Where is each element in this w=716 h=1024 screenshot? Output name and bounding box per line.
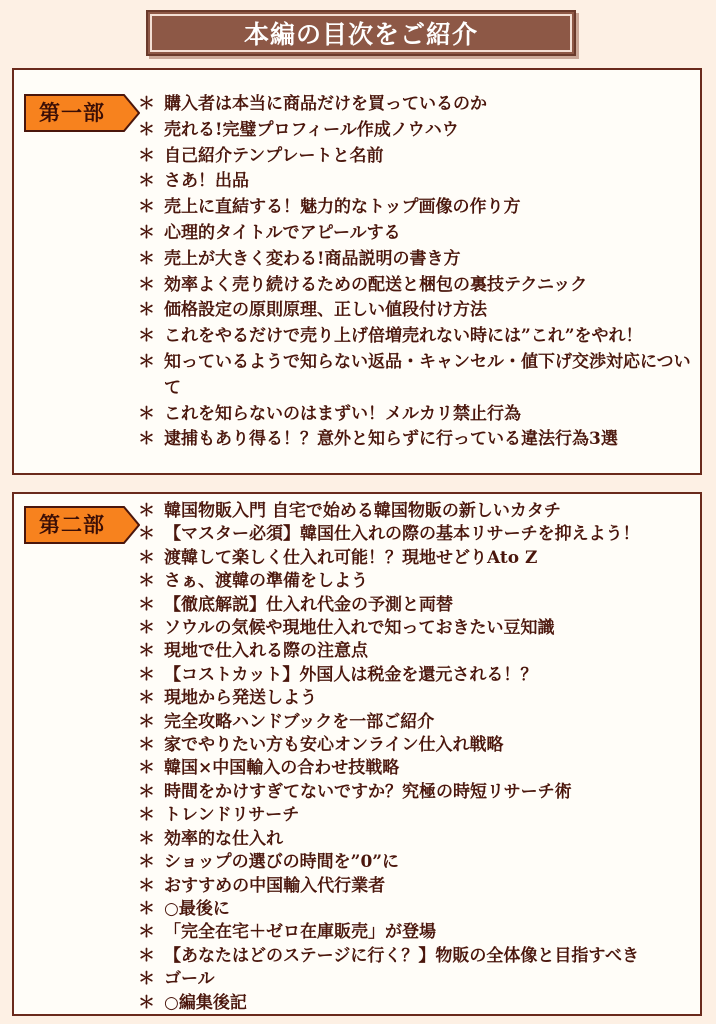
- list-item: [138, 640, 694, 663]
- bullet-asterisk: ＊: [138, 735, 155, 756]
- part-badge: [24, 94, 140, 132]
- list-item: [138, 921, 694, 944]
- list-item: [138, 547, 694, 570]
- bullet-asterisk: ＊: [138, 197, 155, 218]
- item-text: 逮捕もあり得る！？意外と知らずに行っている違法行為3選: [164, 429, 618, 450]
- item-text: 完全攻略ハンドブックを一部ご紹介: [164, 711, 435, 732]
- item-text: 【マスター必須】韓国仕入れの際の基本リサーチを抑えよう！: [164, 524, 640, 545]
- item-text: 価格設定の原則原理、正しい値段付け方法: [164, 300, 487, 321]
- list-item: [138, 851, 694, 874]
- part-badge: [24, 506, 140, 544]
- list-item: [138, 169, 694, 195]
- item-text: 知っているようで知らない返品・キャンセル・値下げ交渉対応について: [164, 351, 691, 398]
- bullet-asterisk: ＊: [138, 326, 155, 347]
- title-banner: [146, 10, 576, 56]
- bullet-asterisk: ＊: [138, 594, 155, 615]
- bullet-asterisk: ＊: [138, 248, 155, 269]
- item-text: これをやるだけで売り上げ倍増売れない時には”これ”をやれ！: [164, 326, 643, 347]
- bullet-asterisk: ＊: [138, 119, 155, 140]
- list-item: [138, 427, 694, 453]
- item-text: 売上が大きく変わる!商品説明の書き方: [164, 248, 461, 269]
- item-text: 韓国×中国輸入の合わせ技戦略: [164, 758, 400, 779]
- bullet-asterisk: ＊: [138, 828, 155, 849]
- item-text: 【徹底解説】仕入れ代金の予測と両替: [164, 594, 453, 615]
- item-text: ゴール: [164, 969, 215, 990]
- item-text: 効率よく売り続けるための配送と梱包の裏技テクニック: [164, 274, 588, 295]
- section-part-2: [12, 492, 702, 1016]
- item-text: 「完全在宅＋ゼロ在庫販売」が登場: [164, 922, 436, 943]
- bullet-asterisk: ＊: [138, 145, 155, 166]
- part-label: 第一部: [39, 100, 105, 125]
- list-item: [138, 875, 694, 898]
- list-item: [138, 757, 694, 780]
- bullet-asterisk: ＊: [138, 618, 155, 639]
- item-text: 心理的タイトルでアピールする: [164, 222, 401, 243]
- item-text: 現地から発送しよう: [164, 688, 317, 709]
- bullet-asterisk: ＊: [138, 711, 155, 732]
- bullet-asterisk: ＊: [138, 171, 155, 192]
- list-item: [138, 118, 694, 144]
- item-text: 時間をかけすぎてないですか？究極の時短リサーチ術: [164, 781, 572, 802]
- bullet-asterisk: ＊: [138, 969, 155, 990]
- item-text: 購入者は本当に商品だけを買っているのか: [164, 94, 487, 114]
- item-text: これを知らないのはまずい！メルカリ禁止行為: [164, 403, 521, 424]
- bullet-asterisk: ＊: [138, 781, 155, 802]
- bullet-asterisk: ＊: [138, 922, 155, 943]
- list-item: [138, 594, 694, 617]
- bullet-asterisk: ＊: [138, 300, 155, 321]
- bullet-asterisk: ＊: [138, 992, 155, 1013]
- item-text: さあ！出品: [164, 171, 249, 192]
- bullet-asterisk: ＊: [138, 351, 155, 372]
- list-item: [138, 221, 694, 247]
- part-label: 第二部: [39, 512, 105, 537]
- list-item: [138, 992, 694, 1015]
- bullet-asterisk: ＊: [138, 805, 155, 826]
- list-item: [138, 617, 694, 640]
- list-item: [138, 523, 694, 546]
- bullet-asterisk: ＊: [138, 875, 155, 896]
- list-item: [138, 664, 694, 687]
- bullet-asterisk: ＊: [138, 758, 155, 779]
- list-item: [138, 945, 694, 968]
- item-text: ○最後に: [164, 898, 230, 919]
- item-text: 自己紹介テンプレートと名前: [164, 145, 384, 166]
- item-text: ショップの選びの時間を”0”に: [164, 852, 400, 873]
- bullet-asterisk: ＊: [138, 641, 155, 662]
- item-text: 家でやりたい方も安心オンライン仕入れ戦略: [164, 735, 504, 756]
- list-item: [138, 195, 694, 221]
- item-list: [138, 500, 694, 1015]
- list-item: [138, 298, 694, 324]
- list-item: [138, 734, 694, 757]
- section-part-1: [12, 68, 702, 475]
- bullet-asterisk: ＊: [138, 403, 155, 424]
- list-item: [138, 570, 694, 593]
- bullet-asterisk: ＊: [138, 94, 155, 114]
- list-item: [138, 92, 694, 118]
- bullet-asterisk: ＊: [138, 688, 155, 709]
- item-text: 渡韓して楽しく仕入れ可能！？現地せどりAto Z: [164, 547, 538, 568]
- list-item: [138, 273, 694, 299]
- list-item: [138, 828, 694, 851]
- item-text: 【あなたはどのステージに行く？】物販の全体像と目指すべき: [164, 945, 639, 966]
- bullet-asterisk: ＊: [138, 547, 155, 568]
- item-text: 効率的な仕入れ: [164, 828, 283, 849]
- list-item: [138, 324, 694, 350]
- bullet-asterisk: ＊: [138, 664, 155, 685]
- item-text: 売上に直結する！魅力的なトップ画像の作り方: [164, 197, 521, 218]
- list-item: [138, 402, 694, 428]
- list-item: [138, 711, 694, 734]
- list-item: [138, 350, 694, 402]
- bullet-asterisk: ＊: [138, 571, 155, 592]
- list-item: [138, 500, 694, 523]
- bullet-asterisk: ＊: [138, 274, 155, 295]
- item-text: 韓国物販入門 自宅で始める韓国物販の新しいカタチ: [164, 501, 561, 521]
- bullet-asterisk: ＊: [138, 898, 155, 919]
- item-text: おすすめの中国輸入代行業者: [164, 875, 386, 896]
- list-item: [138, 144, 694, 170]
- item-text: 現地で仕入れる際の注意点: [164, 641, 368, 662]
- list-item: [138, 247, 694, 273]
- list-item: [138, 687, 694, 710]
- bullet-asterisk: ＊: [138, 945, 155, 966]
- list-item: [138, 804, 694, 827]
- list-item: [138, 968, 694, 991]
- list-item: [138, 781, 694, 804]
- item-text: ソウルの気候や現地仕入れで知っておきたい豆知識: [164, 618, 555, 639]
- bullet-asterisk: ＊: [138, 524, 155, 545]
- bullet-asterisk: ＊: [138, 222, 155, 243]
- item-text: ○編集後記: [164, 992, 247, 1013]
- bullet-asterisk: ＊: [138, 501, 155, 521]
- item-text: 売れる!完璧プロフィール作成ノウハウ: [164, 119, 459, 140]
- item-text: トレンドリサーチ: [164, 805, 300, 826]
- item-text: 【コストカット】外国人は税金を還元される！？: [164, 664, 538, 685]
- bullet-asterisk: ＊: [138, 429, 155, 450]
- page-title: 本編の目次をご紹介: [243, 20, 478, 49]
- list-item: [138, 898, 694, 921]
- bullet-asterisk: ＊: [138, 852, 155, 873]
- item-list: [138, 92, 694, 453]
- item-text: さぁ、渡韓の準備をしよう: [164, 571, 368, 592]
